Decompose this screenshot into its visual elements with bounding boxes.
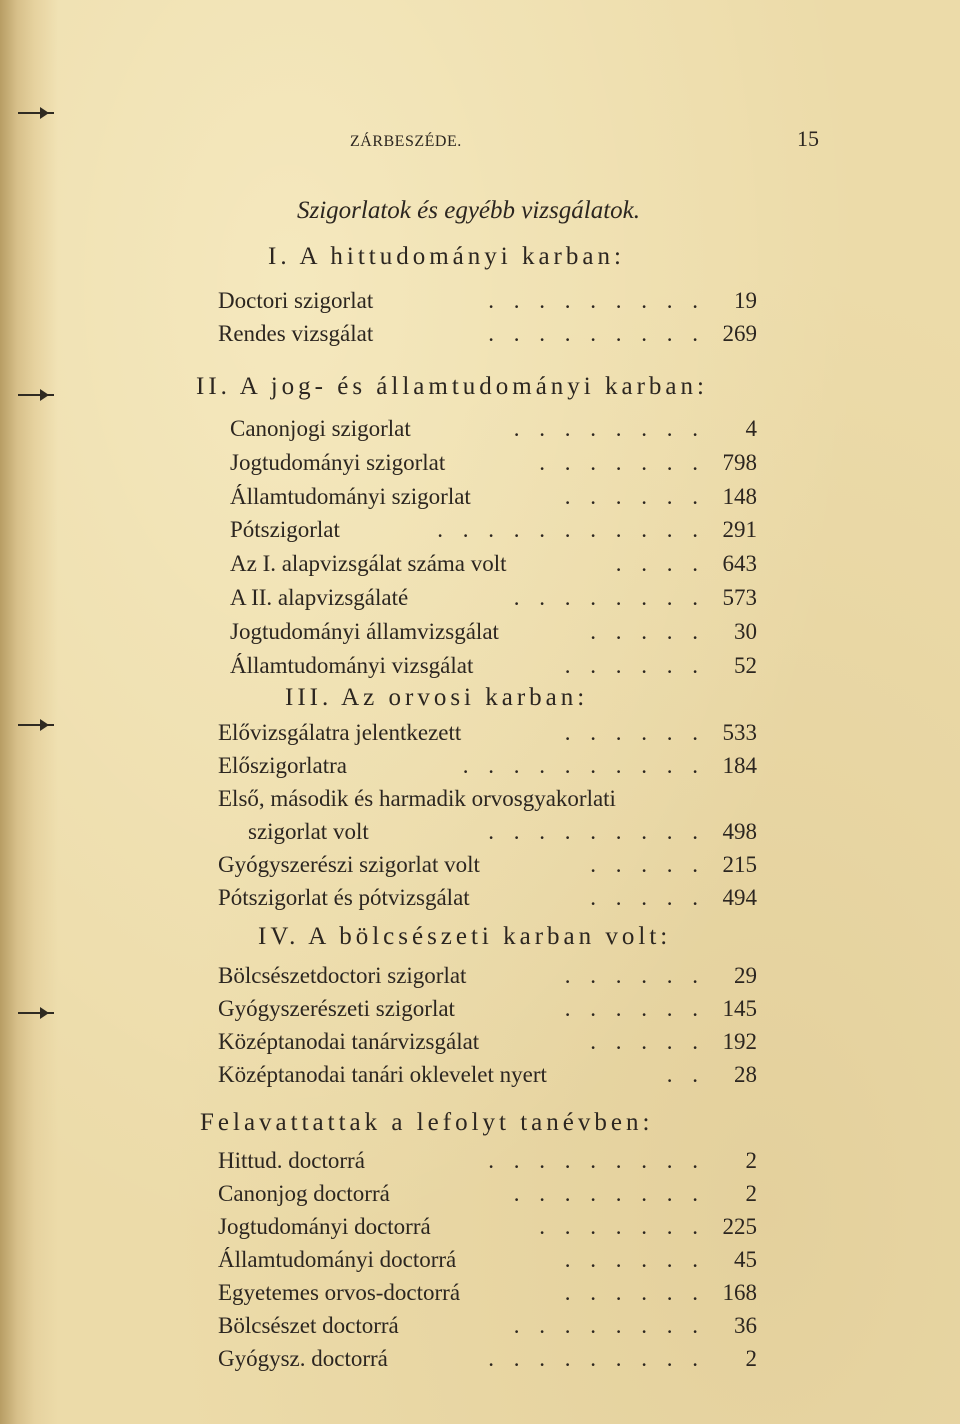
leader-dots: . . . . . . .	[539, 1214, 705, 1239]
leader-dots: . . . . . . . . . .	[462, 753, 705, 778]
row-label: Egyetemes orvos-doctorrá	[218, 1280, 461, 1305]
leader-dots: . . . . . . . .	[513, 585, 705, 610]
row-label: Középtanodai tanári oklevelet nyert	[218, 1062, 547, 1087]
row-label: Rendes vizsgálat	[218, 321, 374, 346]
row-label: Pótszigorlat	[230, 517, 340, 542]
section-heading-law: II. A jog- és államtudományi karban:	[196, 373, 708, 400]
row-label: Államtudományi doctorrá	[218, 1247, 457, 1272]
book-binding-edge	[0, 0, 58, 1424]
row-label: Gyógyszerészeti szigorlat	[218, 996, 455, 1021]
row-value: 2	[745, 1346, 757, 1371]
row-label: Canonjogi szigorlat	[230, 416, 411, 441]
row-label: Jogtudományi szigorlat	[230, 450, 446, 475]
row-value: 533	[722, 720, 757, 745]
row-value: 28	[734, 1062, 757, 1087]
row-label: Doctori szigorlat	[218, 288, 374, 313]
leader-dots: . . . . . .	[564, 484, 705, 509]
row-label: Jogtudományi doctorrá	[218, 1214, 431, 1239]
binding-thread-mark	[18, 1010, 54, 1016]
row-value: 498	[722, 819, 757, 844]
row-value: 148	[722, 484, 757, 509]
row-label: Az I. alapvizsgálat száma volt	[230, 551, 507, 576]
leader-dots: . . . . . . . . .	[488, 819, 705, 844]
row-value: 19	[734, 288, 757, 313]
row-value: 215	[722, 852, 757, 877]
leader-dots: . . . . . .	[564, 996, 705, 1021]
leader-dots: . . . . .	[590, 1029, 705, 1054]
row-label: Gyógysz. doctorrá	[218, 1346, 388, 1371]
row-label: Bölcsészetdoctori szigorlat	[218, 963, 467, 988]
row-value: 52	[734, 653, 757, 678]
leader-dots: . . . . . . . . .	[488, 321, 705, 346]
binding-thread-mark	[18, 392, 54, 398]
row-value: 4	[745, 416, 757, 441]
leader-dots: . . . . . . . . .	[488, 288, 705, 313]
row-value: 494	[722, 885, 757, 910]
row-label: szigorlat volt	[248, 819, 369, 844]
leader-dots: . . . . . .	[564, 720, 705, 745]
section-heading-graduations: Felavattattak a lefolyt tanévben:	[200, 1109, 654, 1136]
row-label: A II. alapvizsgálaté	[230, 585, 409, 610]
leader-dots: . . . . .	[590, 852, 705, 877]
row-value: 184	[722, 753, 757, 778]
leader-dots: . . . . . . . .	[513, 1313, 705, 1338]
row-value: 269	[722, 321, 757, 346]
binding-thread-mark	[18, 722, 54, 728]
leader-dots: . .	[666, 1062, 705, 1087]
row-label: Jogtudományi államvizsgálat	[230, 619, 499, 644]
leader-dots: . . . . . . . .	[513, 1181, 705, 1206]
row-value: 168	[722, 1280, 757, 1305]
leader-dots: . . . . . .	[564, 963, 705, 988]
row-label: Pótszigorlat és pótvizsgálat	[218, 885, 470, 910]
row-value: 29	[734, 963, 757, 988]
row-label: Előszigorlatra	[218, 753, 348, 778]
row-label: Államtudományi szigorlat	[230, 484, 471, 509]
section-heading-theology: I. A hittudományi karban:	[268, 243, 625, 270]
leader-dots: . . . . . .	[564, 653, 705, 678]
row-label: Canonjog doctorrá	[218, 1181, 390, 1206]
row-value: 36	[734, 1313, 757, 1338]
row-value: 2	[745, 1148, 757, 1173]
row-value: 30	[734, 619, 757, 644]
row-value: 145	[722, 996, 757, 1021]
leader-dots: . . . . . .	[564, 1280, 705, 1305]
leader-dots: . . . . .	[590, 885, 705, 910]
row-label: Bölcsészet doctorrá	[218, 1313, 399, 1338]
leader-dots: . . . . . . . . .	[488, 1148, 705, 1173]
row-label: Gyógyszerészi szigorlat volt	[218, 852, 480, 877]
section-heading-medicine: III. Az orvosi karban:	[285, 684, 589, 711]
leader-dots: . . . . .	[590, 619, 705, 644]
row-value: 2	[745, 1181, 757, 1206]
leader-dots: . . . . . . . . . . .	[437, 517, 705, 542]
binding-thread-mark	[18, 110, 54, 116]
row-label: Államtudományi vizsgálat	[230, 653, 474, 678]
row-label: Hittud. doctorrá	[218, 1148, 365, 1173]
row-label: Középtanodai tanárvizsgálat	[218, 1029, 480, 1054]
row-label: Elővizsgálatra jelentkezett	[218, 720, 462, 745]
leader-dots: . . . . . . . .	[513, 416, 705, 441]
leader-dots: . . . . . . .	[539, 450, 705, 475]
page-title: Szigorlatok és egyébb vizsgálatok.	[297, 197, 640, 224]
row-value: 573	[722, 585, 757, 610]
row-value: 45	[734, 1247, 757, 1272]
row-value: 798	[722, 450, 757, 475]
row-value: 225	[722, 1214, 757, 1239]
section-heading-philosophy: IV. A bölcsészeti karban volt:	[258, 923, 672, 950]
row-value: 291	[722, 517, 757, 542]
row-value: 192	[722, 1029, 757, 1054]
leader-dots: . . . . . .	[564, 1247, 705, 1272]
leader-dots: . . . .	[615, 551, 705, 576]
leader-dots: . . . . . . . . .	[488, 1346, 705, 1371]
page-number: 15	[797, 126, 819, 151]
running-head: ZÁRBESZÉDE.	[350, 133, 462, 150]
row-label: Első, második és harmadik orvosgyakorlati	[218, 786, 616, 811]
row-value: 643	[722, 551, 757, 576]
